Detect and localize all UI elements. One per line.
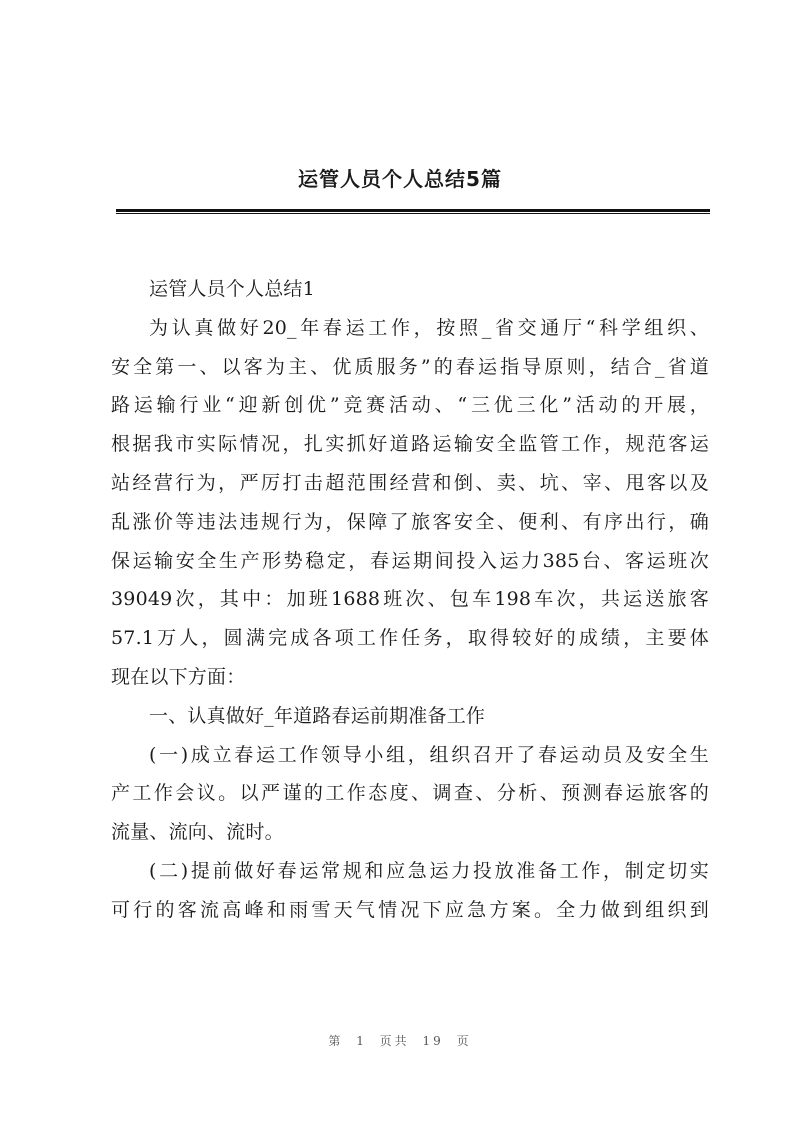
body-line: 安全第一、以客为主、优质服务”的春运指导原则，结合_省道	[111, 355, 709, 378]
body-line: 可行的客流高峰和雨雪天气情况下应急方案。全力做到组织到	[111, 898, 709, 921]
body-line: 现在以下方面：	[111, 665, 246, 688]
document-body	[111, 270, 709, 930]
body-line: 运管人员个人总结1	[149, 278, 315, 300]
page-title: 运管人员个人总结5篇	[298, 167, 502, 191]
body-line: (二)提前做好春运常规和应急运力投放准备工作，制定切实	[149, 859, 709, 882]
body-line: 路运输行业“迎新创优”竞赛活动、“三优三化”活动的开展，	[111, 394, 709, 417]
body-line: 产工作会议。以严谨的工作态度、调查、分析、预测春运旅客的	[111, 782, 709, 805]
body-line: 一、认真做好_年道路春运前期准备工作	[149, 704, 486, 727]
body-line: 乱涨价等违法违规行为，保障了旅客安全、便利、有序出行，确	[111, 510, 709, 533]
body-line: 为认真做好20_年春运工作，按照_省交通厅“科学组织、	[149, 316, 709, 339]
body-line: 流量、流向、流时。	[111, 821, 284, 844]
body-line: 57.1万人，圆满完成各项工作任务，取得较好的成绩，主要体	[111, 627, 709, 650]
body-line: 根据我市实际情况，扎实抓好道路运输安全监管工作，规范客运	[111, 433, 709, 456]
body-line: 保运输安全生产形势稳定，春运期间投入运力385台、客运班次	[111, 549, 709, 572]
body-line: 站经营行为，严厉打击超范围经营和倒、卖、坑、宰、甩客以及	[111, 471, 709, 494]
page-footer: 第 1 页共 19 页	[328, 1034, 472, 1048]
body-line: 39049次，其中：加班1688班次、包车198车次，共运送旅客	[111, 588, 709, 611]
title-divider	[116, 209, 710, 214]
body-line: (一)成立春运工作领导小组，组织召开了春运动员及安全生	[149, 743, 709, 766]
